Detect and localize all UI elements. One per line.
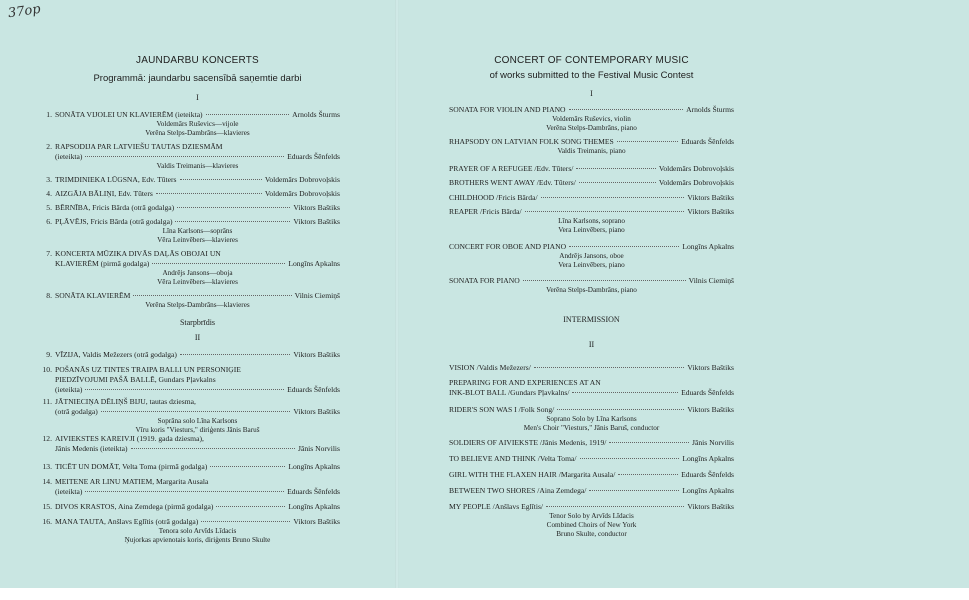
entry-title: SOLDIERS OF AIVIEKSTE /Jānis Medenis, 1919/	[449, 438, 607, 447]
performer-line: Vēra Leinvēbers—klavieres	[157, 277, 238, 286]
dot-leader	[156, 193, 262, 194]
entry-title: GIRL WITH THE FLAXEN HAIR /Margarita Ausala/	[449, 470, 616, 479]
entry-title: SONĀTA KLAVIERĒM	[55, 291, 131, 300]
entry-title-row	[55, 175, 340, 185]
entry-title: MANA TAUTA, Anšlavs Eglītis (otrā godalga)	[55, 517, 199, 526]
entry-composer: Viktors Baštiks	[687, 502, 734, 511]
entry-performers	[449, 512, 734, 538]
entry-title: SONATA FOR PIANO	[449, 276, 520, 285]
entry-title-row	[55, 203, 340, 213]
entry-number: 2.	[46, 142, 52, 151]
entry-title: MY PEOPLE /Anšlavs Eglītis/	[449, 502, 544, 511]
entry-number: 11.	[42, 397, 52, 406]
entry-composer: Vilnis Ciemiņš	[294, 291, 340, 300]
program-entry	[46, 249, 340, 287]
performer-line: Tenor Solo by Arvīds Līdacis	[549, 512, 634, 520]
entry-performers	[449, 286, 734, 295]
program-entry	[46, 110, 340, 138]
performer-line: Andrējs Jansons, oboe	[559, 252, 624, 260]
entry-performers	[449, 217, 734, 235]
entry-title: SONĀTA VIJOLEI UN KLAVIERĒM (ieteikta)	[55, 110, 203, 119]
program-entry	[46, 189, 340, 199]
entry-title: AIVIEKSTES KAREIVJI (1919. gada dziesma),	[55, 434, 204, 443]
performer-line: Valdis Treimanis, piano	[557, 147, 626, 155]
entry-title-row	[449, 502, 734, 512]
entry-title: (ieteikta)	[55, 385, 83, 394]
entry-title-row	[55, 217, 340, 227]
entry-title-row	[449, 207, 734, 217]
entry-composer: Eduards Šēnfelds	[681, 137, 734, 146]
english-part-2: II	[588, 340, 595, 349]
entry-title-row	[449, 137, 734, 147]
entry-composer: Jānis Norvilis	[298, 444, 340, 453]
dot-leader	[534, 367, 685, 368]
program-entry	[449, 502, 734, 538]
entry-number: 8.	[46, 291, 52, 300]
dot-leader	[546, 506, 684, 507]
entry-performers	[449, 147, 734, 156]
entry-composer: Viktors Baštiks	[687, 193, 734, 202]
entry-title: CHILDHOOD /Fricis Bārda/	[449, 193, 538, 202]
entry-title: PĻĀVĒJS, Fricis Bārda (otrā godalga)	[55, 217, 173, 226]
entry-composer: Longīns Apkalns	[682, 242, 734, 251]
program-entry	[46, 217, 340, 245]
dot-leader	[572, 392, 678, 393]
performer-line: Verēna Stelps-Dambrāns—klavieres	[145, 301, 250, 309]
program-entry	[449, 178, 734, 188]
entry-number: 15.	[42, 502, 52, 511]
entry-title-row	[449, 486, 734, 496]
program-entry	[46, 291, 340, 310]
entry-performers	[55, 120, 340, 138]
performer-line: Vera Leinvēbers, piano	[558, 225, 625, 234]
program-entry	[42, 397, 340, 435]
entry-composer: Voldemārs Dobrovoļskis	[264, 175, 340, 184]
entry-title-row	[55, 517, 340, 527]
latvian-intermission: Starpbrīdis	[179, 318, 216, 327]
program-entry	[46, 203, 340, 213]
dot-leader	[210, 466, 285, 467]
program-entry	[449, 405, 734, 433]
entry-number: 9.	[46, 350, 52, 359]
entry-title: RAPSODIJA PAR LATVIEŠU TAUTAS DZIESMĀM	[55, 142, 223, 151]
handwritten-note: 37op	[7, 1, 42, 22]
entry-title: (ieteikta)	[55, 152, 83, 161]
entry-title-row	[449, 105, 734, 115]
entry-composer: Eduards Šēnfelds	[681, 470, 734, 479]
entry-number: 5.	[46, 203, 52, 212]
entry-performers	[55, 527, 340, 545]
program-entry	[449, 207, 734, 235]
entry-composer: Eduards Šēnfelds	[287, 152, 340, 161]
program-entry	[42, 434, 340, 454]
dot-leader	[85, 389, 284, 390]
entry-title: DIVOS KRASTOS, Aina Zemdega (pirmā godalga)	[55, 502, 214, 511]
entry-composer: Longīns Apkalns	[288, 259, 340, 268]
dot-leader	[579, 182, 656, 183]
entry-title-row	[449, 454, 734, 464]
entry-title-row	[449, 470, 734, 480]
entry-title: BETWEEN TWO SHORES /Aina Zemdega/	[449, 486, 587, 495]
english-intermission: INTERMISSION	[563, 315, 620, 324]
entry-number: 12.	[42, 434, 52, 443]
dot-leader	[133, 295, 291, 296]
entry-title: BĒRNĪBA, Fricis Bārda (otrā godalga)	[55, 203, 175, 212]
entry-title: RHAPSODY ON LATVIAN FOLK SONG THEMES	[449, 137, 614, 146]
dot-leader	[201, 521, 290, 522]
entry-title: Jānis Medenis (ieteikta)	[55, 444, 128, 453]
dot-leader	[618, 474, 678, 475]
entry-title-row	[55, 110, 340, 120]
page-fold	[395, 0, 399, 588]
program-entry	[449, 454, 734, 464]
performer-line: Soprano Solo by Līna Karlsons	[546, 415, 637, 423]
entry-number: 14.	[42, 477, 52, 486]
entry-title: (otrā godalga)	[55, 407, 98, 416]
program-entry	[449, 193, 734, 203]
program-entry	[449, 137, 734, 156]
entry-title-row	[55, 407, 340, 417]
dot-leader	[557, 409, 684, 410]
entry-title: VĪZIJA, Valdis Mežezers (otrā godalga)	[55, 350, 177, 359]
entry-title-row	[449, 242, 734, 252]
english-part-1: I	[590, 89, 593, 98]
entry-composer: Viktors Baštiks	[293, 517, 340, 526]
entry-composer: Viktors Baštiks	[293, 407, 340, 416]
entry-title-row	[449, 405, 734, 415]
latvian-part-1: I	[196, 93, 199, 102]
entry-title-row	[55, 462, 340, 472]
entry-number: 3.	[46, 175, 52, 184]
entry-title: REAPER /Fricis Bārda/	[449, 207, 522, 216]
performer-line: Voldemārs Ruševics, violin	[552, 115, 631, 123]
performer-line: Verēna Stelps-Dambrāns—klavieres	[145, 128, 250, 137]
entry-number: 6.	[46, 217, 52, 226]
entry-composer: Eduards Šēnfelds	[287, 487, 340, 496]
entry-composer: Eduards Šēnfelds	[681, 388, 734, 397]
entry-composer: Viktors Baštiks	[293, 217, 340, 226]
dot-leader	[589, 490, 679, 491]
dot-leader	[580, 458, 680, 459]
entry-title-row	[55, 152, 340, 162]
dot-leader	[180, 354, 290, 355]
program-entry	[42, 365, 340, 395]
entry-title: SONATA FOR VIOLIN AND PIANO	[449, 105, 566, 114]
dot-leader	[609, 442, 689, 443]
dot-leader	[180, 179, 262, 180]
entry-composer: Viktors Baštiks	[687, 207, 734, 216]
performer-line: Bruno Skulte, conductor	[556, 529, 627, 538]
entry-composer: Voldemārs Dobrovoļskis	[658, 178, 734, 187]
performer-line: Soprāna solo Līna Karlsons	[157, 417, 238, 425]
entry-composer: Jānis Norvilis	[692, 438, 734, 447]
dot-leader	[617, 141, 678, 142]
entry-title: TRIMDINIEKA LŪGSNA, Edv. Tūters	[55, 175, 177, 184]
entry-number: 13.	[42, 462, 52, 471]
performer-line: Combined Choirs of New York	[546, 520, 637, 529]
program-entry	[42, 517, 340, 545]
entry-number: 4.	[46, 189, 52, 198]
entry-title: CONCERT FOR OBOE AND PIANO	[449, 242, 567, 251]
dot-leader	[131, 448, 295, 449]
entry-title-row	[55, 189, 340, 199]
performer-line: Verēna Stelps-Dambrāns, piano	[546, 123, 637, 132]
entry-title: POŠANĀS UZ TINTES TRAIPA BALLI UN PERSONIĢIE	[55, 365, 241, 374]
dot-leader	[576, 168, 655, 169]
entry-title: VISION /Valdis Mežezers/	[449, 363, 531, 372]
program-entry	[449, 276, 734, 295]
entry-title-row	[55, 385, 340, 395]
dot-leader	[175, 221, 290, 222]
performer-line: Līna Karlsons, soprano	[558, 217, 625, 225]
performer-line: Men's Choir "Viesturs," Jānis Baruš, conductor	[523, 423, 660, 432]
program-entry	[42, 462, 340, 472]
entry-composer: Longīns Apkalns	[682, 486, 734, 495]
entry-performers	[449, 115, 734, 133]
entry-title-row	[449, 388, 734, 398]
entry-performers	[449, 415, 734, 433]
entry-title: TICĒT UN DOMĀT, Velta Toma (pirmā godalga)	[55, 462, 208, 471]
entry-composer: Longīns Apkalns	[288, 502, 340, 511]
dot-leader	[569, 109, 684, 110]
program-entry	[449, 378, 734, 398]
entry-title-row	[449, 276, 734, 286]
program-entry	[449, 438, 734, 448]
entry-title-row	[449, 193, 734, 203]
program-entry	[449, 470, 734, 480]
entry-title: PRAYER OF A REFUGEE /Edv. Tūters/	[449, 164, 574, 173]
program-entry	[449, 242, 734, 270]
entry-composer: Vilnis Ciemiņš	[688, 276, 734, 285]
dot-leader	[206, 114, 290, 115]
program-entry	[42, 502, 340, 512]
performer-line: Vera Leinvēbers, piano	[558, 260, 625, 269]
dot-leader	[152, 263, 285, 264]
entry-composer: Voldemārs Dobrovoļskis	[658, 164, 734, 173]
performer-line: Vīru koris "Viesturs," diriģents Jānis Baruš	[135, 425, 260, 434]
dot-leader	[101, 411, 291, 412]
entry-composer: Viktors Baštiks	[293, 350, 340, 359]
entry-title-row	[449, 438, 734, 448]
program-entry	[449, 363, 734, 373]
english-title: CONCERT OF CONTEMPORARY MUSIC	[494, 55, 689, 66]
dot-leader	[569, 246, 679, 247]
entry-title: (ieteikta)	[55, 487, 83, 496]
entry-number: 7.	[46, 249, 52, 258]
entry-number: 16.	[42, 517, 52, 526]
performer-line: Andrējs Jansons—oboja	[162, 269, 233, 277]
dot-leader	[216, 506, 285, 507]
entry-title-row	[55, 291, 340, 301]
entry-title: MEITENE AR LINU MATIEM, Margarita Ausala	[55, 477, 209, 486]
entry-title: JĀTNIECIŅA DĒLIŅŠ BIJU, tautas dziesma,	[55, 397, 196, 406]
entry-composer: Longīns Apkalns	[288, 462, 340, 471]
entry-performers	[55, 301, 340, 310]
entry-title-row	[449, 363, 734, 373]
dot-leader	[523, 280, 686, 281]
performer-line: Līna Karlsons—soprāns	[162, 227, 233, 235]
latvian-title: JAUNDARBU KONCERTS	[136, 55, 259, 66]
entry-title: PIEDZĪVOJUMI PAŠĀ BALLĒ, Gundars Pļavkalns	[55, 375, 216, 384]
entry-title-row	[55, 259, 340, 269]
entry-performers	[55, 417, 340, 435]
entry-title-row	[55, 350, 340, 360]
entry-title-row	[55, 487, 340, 497]
program-entry	[46, 175, 340, 185]
entry-performers	[449, 252, 734, 270]
entry-title-row	[55, 444, 340, 454]
dot-leader	[525, 211, 685, 212]
entry-composer: Voldemārs Dobrovoļskis	[264, 189, 340, 198]
entry-title-row	[55, 502, 340, 512]
entry-title: KONCERTA MŪZIKA DIVĀS DAĻĀS OBOJAI UN	[55, 249, 221, 258]
entry-performers	[55, 162, 340, 171]
entry-title: RIDER'S SON WAS I /Folk Song/	[449, 405, 555, 414]
program-entry	[449, 105, 734, 133]
program-entry	[449, 486, 734, 496]
entry-performers	[55, 227, 340, 245]
dot-leader	[541, 197, 685, 198]
program-entry	[449, 164, 734, 174]
latvian-subtitle: Programmā: jaundarbu sacensībā saņemtie darbi	[93, 73, 302, 84]
performer-line: Verēna Stelps-Dambrāns, piano	[546, 286, 637, 294]
entry-composer: Viktors Baštiks	[687, 363, 734, 372]
performer-line: Tenora solo Arvīds Līdacis	[158, 527, 237, 535]
entry-composer: Arnolds Šturms	[292, 110, 340, 119]
performer-line: Ņujorkas apvienotais koris, diriģents Bruno Skulte	[124, 535, 271, 544]
entry-composer: Viktors Baštiks	[293, 203, 340, 212]
entry-number: 1.	[46, 110, 52, 119]
entry-title: PREPARING FOR AND EXPERIENCES AT AN	[449, 378, 601, 387]
dot-leader	[85, 491, 284, 492]
entry-composer: Eduards Šēnfelds	[287, 385, 340, 394]
entry-title: AIZGĀJA BĀLIŅI, Edv. Tūters	[55, 189, 153, 198]
entry-composer: Viktors Baštiks	[687, 405, 734, 414]
dot-leader	[85, 156, 284, 157]
english-subtitle: of works submitted to the Festival Music Contest	[489, 70, 694, 81]
entry-composer: Longīns Apkalns	[682, 454, 734, 463]
program-entry	[42, 477, 340, 497]
entry-title: TO BELIEVE AND THINK /Velta Toma/	[449, 454, 577, 463]
performer-line: Voldemārs Ruševics—vijole	[156, 120, 239, 128]
entry-performers	[55, 269, 340, 287]
entry-title-row	[449, 178, 734, 188]
entry-title: BROTHERS WENT AWAY /Edv. Tūters/	[449, 178, 576, 187]
entry-title: INK-BLOT BALL /Gundars Pļavkalns/	[449, 388, 570, 397]
entry-number: 10.	[42, 365, 52, 374]
latvian-part-2: II	[194, 333, 201, 342]
entry-title-row	[449, 164, 734, 174]
performer-line: Vēra Leinvēbers—klavieres	[157, 235, 238, 244]
entry-composer: Arnolds Šturms	[686, 105, 734, 114]
program-entry	[46, 142, 340, 171]
entry-title: KLAVIERĒM (pirmā godalga)	[55, 259, 150, 268]
dot-leader	[177, 207, 290, 208]
performer-line: Valdis Treimanis—klavieres	[156, 162, 239, 170]
program-entry	[46, 350, 340, 360]
